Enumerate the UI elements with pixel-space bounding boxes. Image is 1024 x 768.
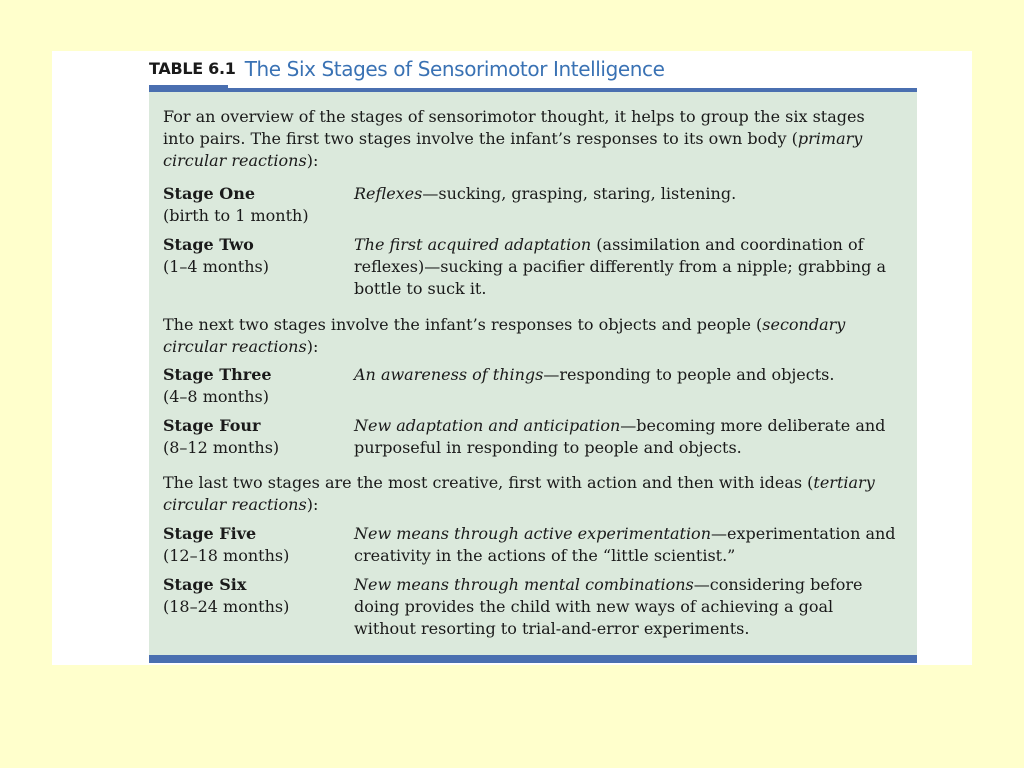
- stage-description: [354, 523, 899, 567]
- stage-age: (birth to 1 month): [163, 206, 309, 225]
- intro-text-end: ):: [306, 151, 319, 170]
- stage-age: (18–24 months): [163, 597, 290, 616]
- stage-name: Stage Six: [163, 575, 247, 594]
- stage-desc: —considering before doing provides the child with new ways of achieving a goal without resorting to trial-and-error experiments.: [354, 575, 863, 638]
- stage-term: An awareness of things: [354, 365, 544, 384]
- stage-label: [163, 574, 348, 618]
- stage-label: [163, 364, 348, 408]
- intro-text-end: ):: [306, 495, 319, 514]
- stage-description: [354, 234, 899, 300]
- table-body: [149, 92, 917, 655]
- stage-name: Stage Four: [163, 416, 261, 435]
- stage-desc: (assimilation and coordination of reflexes)—sucking a pacifier differently from a nipple; grabbing a bottle to suck it.: [354, 235, 887, 298]
- intro-term: tertiary circular reactions: [163, 473, 875, 514]
- stage-age: (4–8 months): [163, 387, 269, 406]
- intro-text: The next two stages involve the infant’s responses to objects and people (: [163, 315, 763, 334]
- header-rule-accent: [149, 85, 228, 92]
- stage-label: [163, 234, 348, 278]
- stage-term: New adaptation and anticipation: [354, 416, 621, 435]
- stage-name: Stage Two: [163, 235, 254, 254]
- group-intro-primary: [163, 106, 898, 172]
- stage-term: The first acquired adaptation: [354, 235, 592, 254]
- table-title: The Six Stages of Sensorimotor Intelligence: [244, 57, 665, 81]
- intro-text: For an overview of the stages of sensorimotor thought, it helps to group the six stages into pairs. The first two stages involve the infant’s responses to its own body (: [163, 107, 865, 148]
- stage-label: [163, 523, 348, 567]
- stage-description: [354, 183, 899, 205]
- stage-age: (8–12 months): [163, 438, 280, 457]
- stage-desc: —responding to people and objects.: [543, 365, 835, 384]
- stage-description: [354, 415, 899, 459]
- intro-term: primary circular reactions: [163, 129, 863, 170]
- stage-label: [163, 183, 348, 227]
- stage-age: (1–4 months): [163, 257, 269, 276]
- stage-term: New means through active experimentation: [354, 524, 711, 543]
- table-header: [149, 57, 917, 85]
- stage-name: Stage Three: [163, 365, 272, 384]
- intro-text: The last two stages are the most creative, first with action and then with ideas (: [163, 473, 814, 492]
- group-intro-secondary: [163, 314, 898, 358]
- intro-text-end: ):: [306, 337, 319, 356]
- stage-term: New means through mental combinations: [354, 575, 694, 594]
- stage-description: [354, 364, 899, 386]
- stage-desc: —becoming more deliberate and purposeful in responding to people and objects.: [354, 416, 886, 457]
- stage-age: (12–18 months): [163, 546, 290, 565]
- footer-rule: [149, 655, 917, 663]
- stage-term: Reflexes: [354, 184, 423, 203]
- stage-desc: —sucking, grasping, staring, listening.: [422, 184, 737, 203]
- stage-desc: —experimentation and creativity in the actions of the “little scientist.”: [354, 524, 896, 565]
- slide: [52, 51, 972, 665]
- table-label: TABLE 6.1: [149, 59, 236, 78]
- stage-description: [354, 574, 899, 640]
- stage-name: Stage Five: [163, 524, 257, 543]
- intro-term: secondary circular reactions: [163, 315, 846, 356]
- stage-label: [163, 415, 348, 459]
- stage-name: Stage One: [163, 184, 255, 203]
- group-intro-tertiary: [163, 472, 898, 516]
